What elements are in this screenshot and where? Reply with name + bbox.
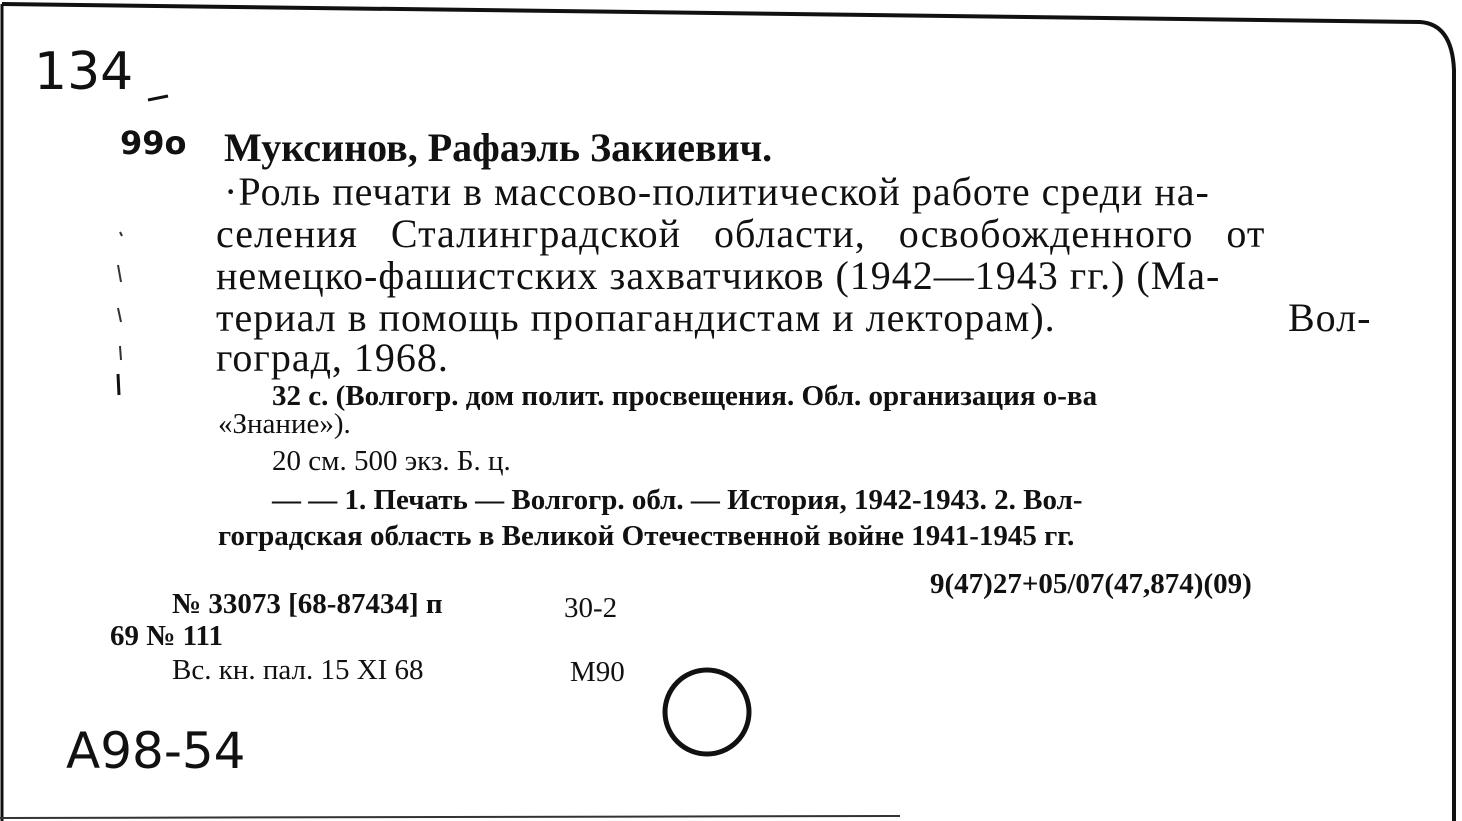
record-code: 30-2 [564, 592, 618, 624]
size-edition-line: 20 см. 500 экз. Б. ц. [272, 445, 511, 477]
subject-line-2: гоградская область в Великой Отечественной войне 1941-1945 гг. [218, 520, 1075, 552]
pages-line-1: 32 с. (Волгогр. дом полит. просвещения. Обл. организация о-ва [272, 380, 1098, 412]
title-line-1: ·Роль печати в массово-политической работе среди на- [224, 169, 1210, 214]
card-number: 69 № 111 [110, 620, 223, 652]
record-number: № 33073 [68-87434] п [172, 588, 443, 620]
subject-line-1: — — 1. Печать — Волгогр. обл. — История, 1942-1943. 2. Вол- [272, 484, 1083, 516]
bottom-handwritten-mark: А98-54 [66, 722, 246, 780]
title-line-5: гоград, 1968. [216, 335, 449, 380]
title-line-4: териал в помощь пропагандистам и лекторам). [216, 295, 1056, 340]
author-heading: Муксинов, Рафаэль Закиевич. [224, 125, 773, 170]
title-line-3: немецко-фашистских захватчиков (1942—1943 гг.) (Ма- [216, 253, 1221, 298]
title-line-4-tail: Вол- [1288, 295, 1372, 340]
printer-code: М90 [570, 656, 625, 688]
classification-index: 9(47)27+05/07(47,874)(09) [930, 568, 1252, 600]
title-line-2: селения Сталинградской области, освобожденного от [216, 211, 1266, 256]
punch-hole [665, 670, 749, 754]
pages-line-2: «Знание»). [218, 408, 351, 440]
corner-mark: 134 [34, 42, 134, 102]
book-chamber-line: Вс. кн. пал. 15 XI 68 [172, 654, 424, 686]
shelf-mark: 99о [120, 124, 187, 162]
